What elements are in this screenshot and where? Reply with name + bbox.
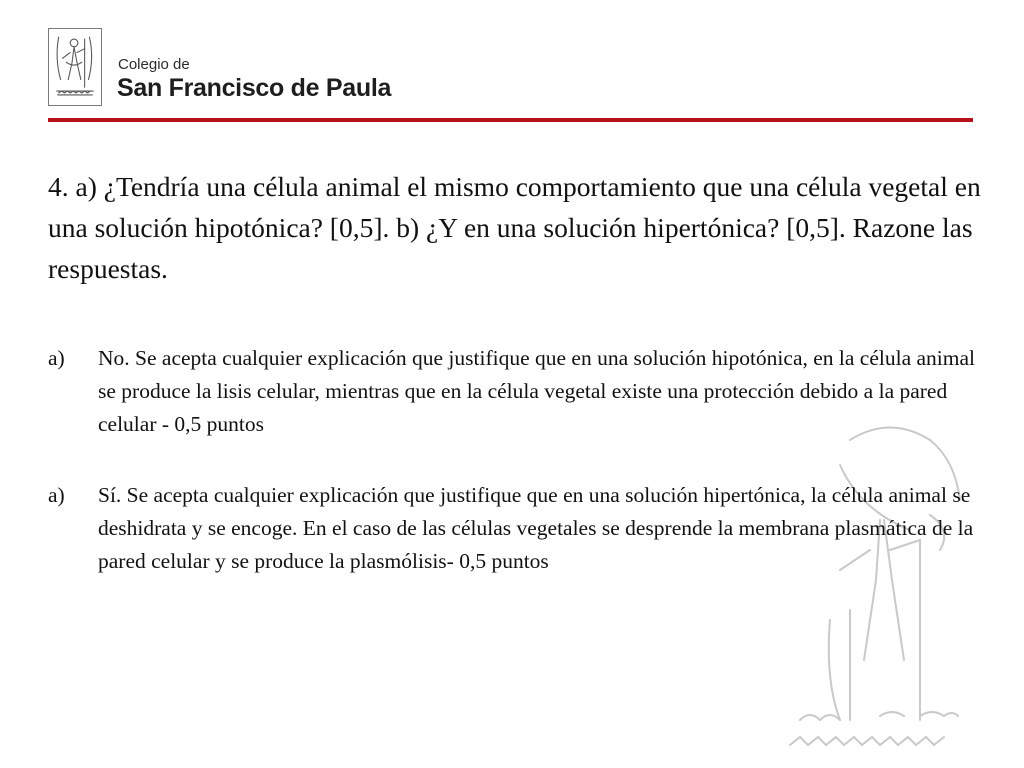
saint-figure-watermark-icon (780, 420, 980, 760)
school-subtitle: Colegio de (118, 56, 190, 73)
answer-text: Sí. Se acepta cualquier explicación que justifique que en una solución hipertónica, la célula animal se deshidrata y se encoge. En el caso de las células vegetales se desprende la membrana plasmática de la pared celular y se produce la plasmólisis- 0,5 puntos (98, 483, 974, 573)
answer-text: No. Se acepta cualquier explicación que justifique que en una solución hipotónica, en la célula animal se produce la lisis celular, mientras que en la célula vegetal existe una protección debido a la pared celular - 0,5 puntos (98, 346, 976, 436)
answer-item (48, 479, 978, 578)
header-divider (48, 118, 973, 122)
school-logo-icon (48, 28, 102, 106)
answer-marker: a) (48, 346, 65, 370)
answer-item (48, 342, 978, 441)
question-text: 4. a) ¿Tendría una célula animal el mismo comportamiento que una célula vegetal en una solución hipotónica? [0,5]. b) ¿Y en una solución hipertónica? [0,5]. Razone las respuestas. (48, 171, 981, 284)
school-name: San Francisco de Paula (117, 74, 392, 102)
answer-marker: a) (48, 483, 65, 507)
